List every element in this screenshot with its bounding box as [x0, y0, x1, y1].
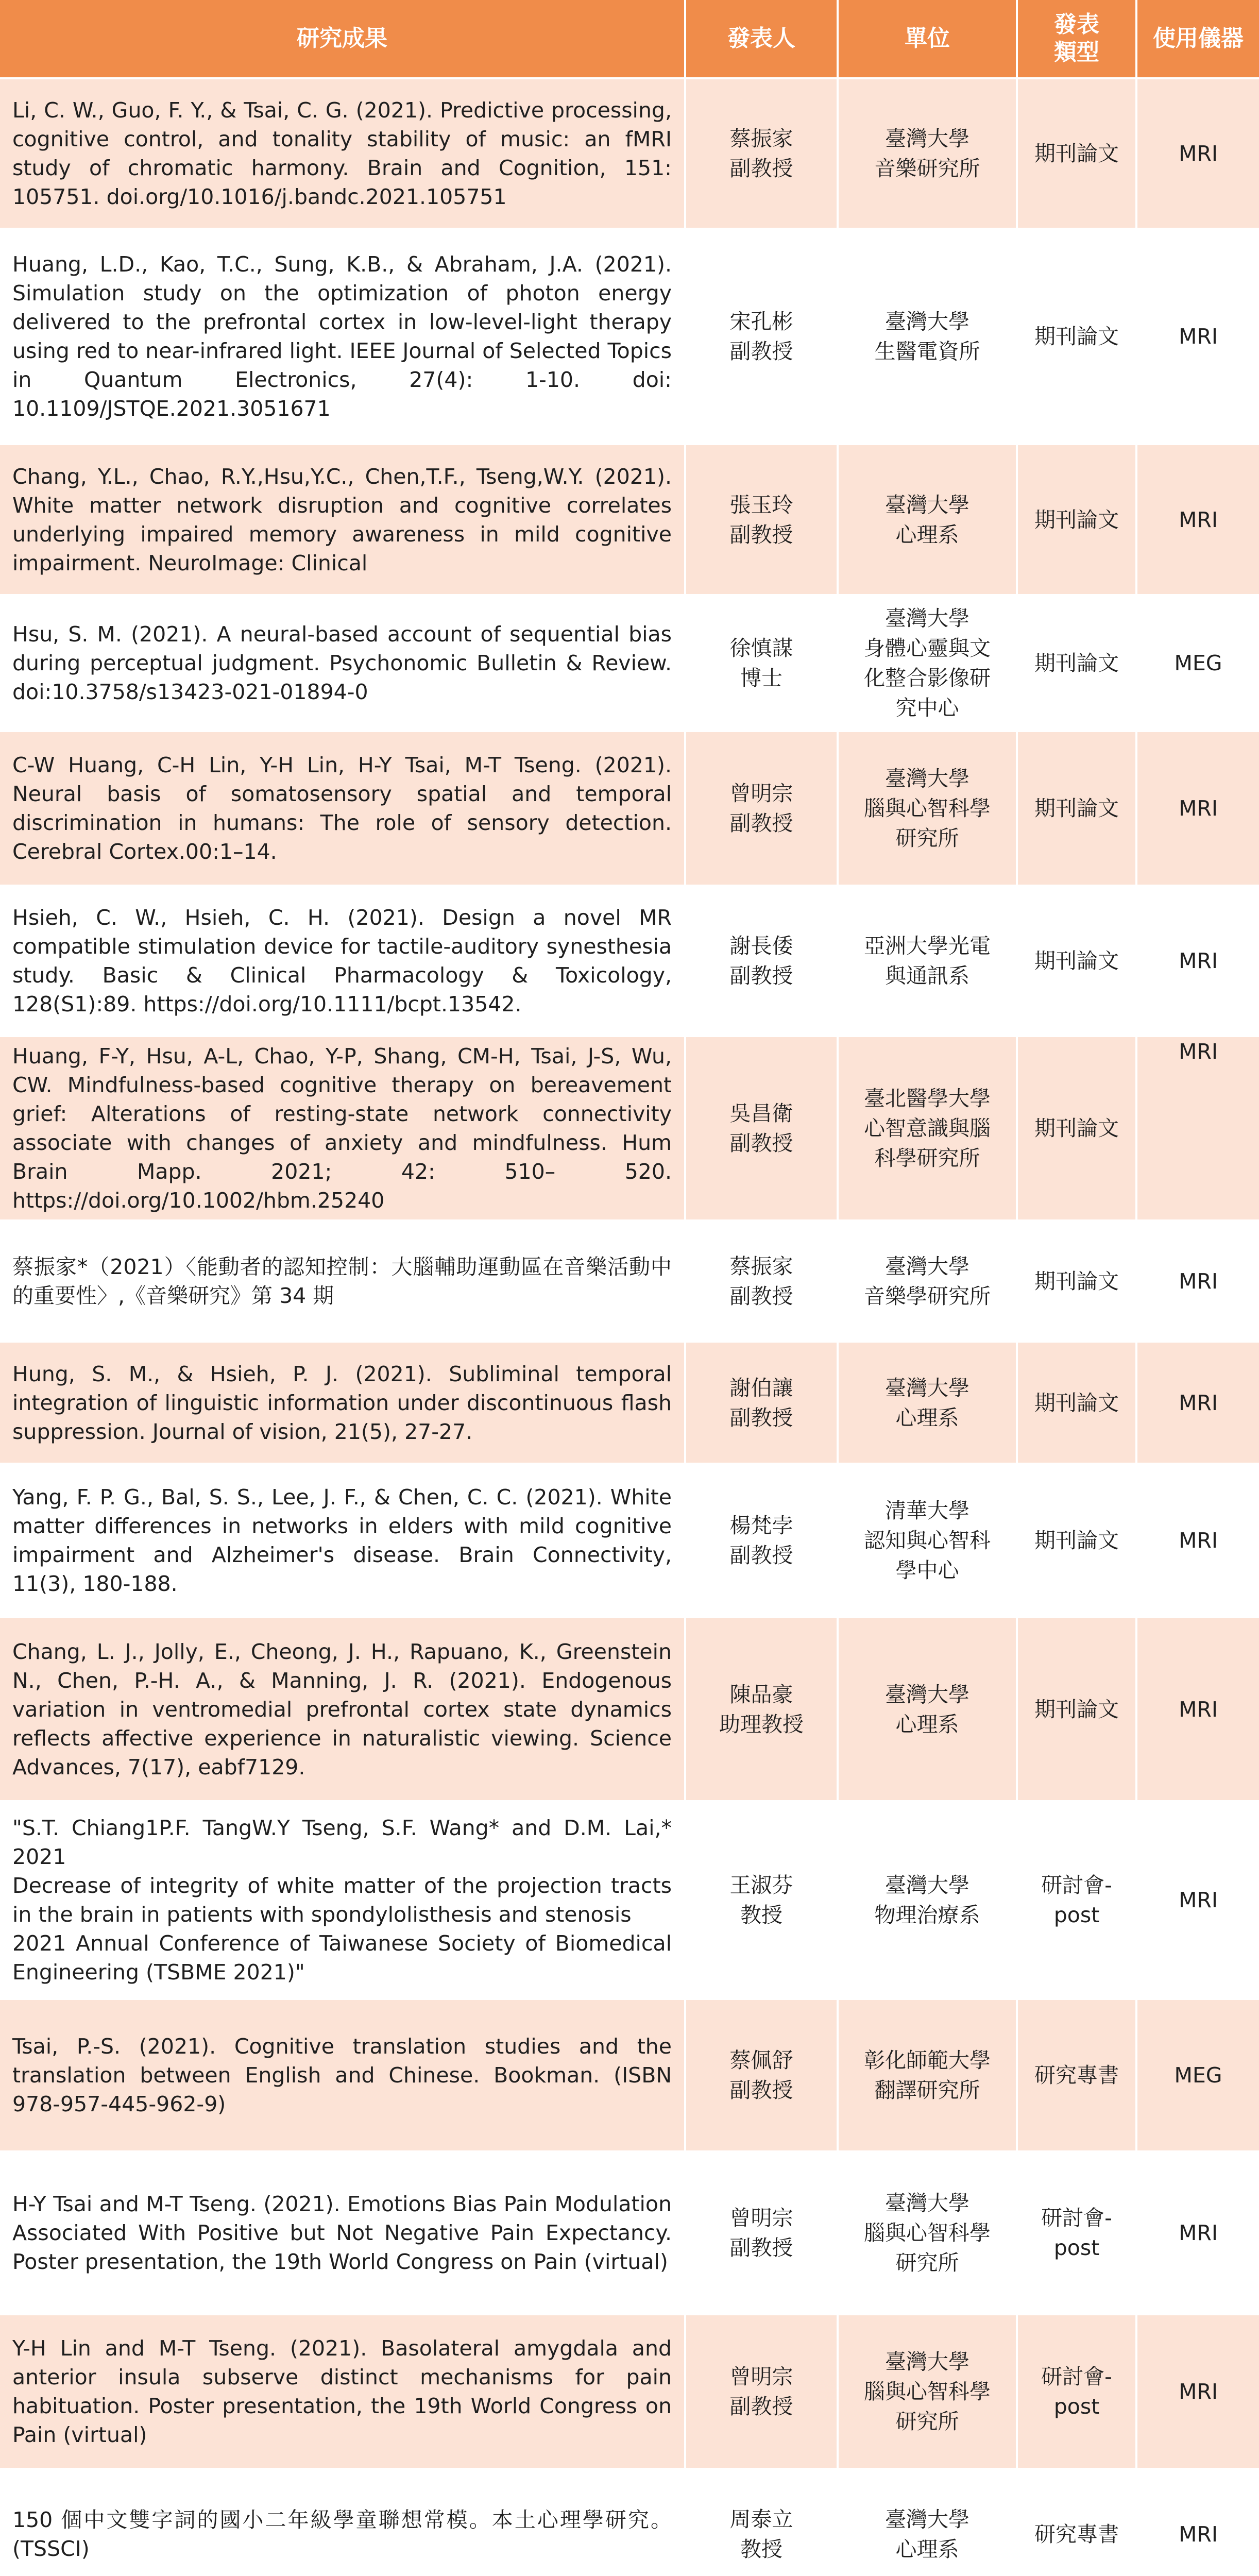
instrument-cell: MRI	[1136, 2469, 1259, 2576]
publication-type-cell: 研究專書	[1017, 1999, 1136, 2151]
presenter-cell: 陳品豪 助理教授	[685, 1617, 838, 1801]
presenter-cell: 蔡振家 副教授	[685, 1221, 838, 1342]
publication-type-cell: 期刊論文	[1017, 1342, 1136, 1464]
presenter-cell: 謝長倭 副教授	[685, 886, 838, 1036]
unit-cell: 臺灣大學 心理系	[838, 1617, 1017, 1801]
instrument-cell: MRI	[1136, 1801, 1259, 1999]
research-citation: 150 個中文雙字詞的國小二年級學童聯想常模。本土心理學研究。(TSSCI)	[0, 2469, 685, 2576]
unit-cell: 亞洲大學光電 與通訊系	[838, 886, 1017, 1036]
unit-cell: 臺灣大學 生醫電資所	[838, 229, 1017, 444]
table-row	[0, 2469, 1259, 2576]
presenter-cell: 蔡佩舒 副教授	[685, 1999, 838, 2151]
research-citation: Yang, F. P. G., Bal, S. S., Lee, J. F., & Chen, C. C. (2021). White matter differences in networks in elders with mild cognitive impairment and Alzheimer's disease. Brain Connectivity, 11(3), 180-188.	[0, 1464, 685, 1617]
research-citation: Hung, S. M., & Hsieh, P. J. (2021). Subliminal temporal integration of linguistic information under discontinuous flash suppression. Journal of vision, 21(5), 27-27.	[0, 1342, 685, 1464]
table-row	[0, 1221, 1259, 1342]
header-unit: 單位	[838, 0, 1017, 78]
presenter-cell: 曾明宗 副教授	[685, 2151, 838, 2314]
table-row	[0, 1036, 1259, 1221]
instrument-cell: MRI	[1136, 444, 1259, 595]
presenter-cell: 周泰立 教授	[685, 2469, 838, 2576]
instrument-cell: MRI	[1136, 1221, 1259, 1342]
header-instrument: 使用儀器	[1136, 0, 1259, 78]
unit-cell: 臺灣大學 腦與心智科學 研究所	[838, 2151, 1017, 2314]
table-row	[0, 1342, 1259, 1464]
publication-type-cell: 期刊論文	[1017, 1464, 1136, 1617]
presenter-cell: 吳昌衛 副教授	[685, 1036, 838, 1221]
header-research: 研究成果	[0, 0, 685, 78]
presenter-cell: 王淑芬 教授	[685, 1801, 838, 1999]
instrument-cell: MEG	[1136, 595, 1259, 731]
publication-type-cell: 期刊論文	[1017, 229, 1136, 444]
table-row	[0, 595, 1259, 731]
research-citation: Chang, Y.L., Chao, R.Y.,Hsu,Y.C., Chen,T.F., Tseng,W.Y. (2021). White matter network disruption and cognitive correlates underlying impaired memory awareness in mild cognitive impairment. NeuroImage: Clinical	[0, 444, 685, 595]
instrument-cell: MRI	[1136, 78, 1259, 229]
presenter-cell: 謝伯讓 副教授	[685, 1342, 838, 1464]
publication-type-cell: 期刊論文	[1017, 886, 1136, 1036]
presenter-cell: 曾明宗 副教授	[685, 731, 838, 886]
research-citation: Huang, F-Y, Hsu, A-L, Chao, Y-P, Shang, CM-H, Tsai, J-S, Wu, CW. Mindfulness-based cognitive therapy on bereavement grief: Alterations of resting-state network connectivity associate with changes of anxiety and mindfulness. Hum Brain Mapp. 2021; 42: 510– 520. https://doi.org/10.1002/hbm.25240	[0, 1036, 685, 1221]
research-citation: C-W Huang, C-H Lin, Y-H Lin, H-Y Tsai, M-T Tseng. (2021). Neural basis of somatosensory spatial and temporal discrimination in humans: The role of sensory detection. Cerebral Cortex.00:1–14.	[0, 731, 685, 886]
unit-cell: 臺灣大學 心理系	[838, 1342, 1017, 1464]
research-citation: Hsieh, C. W., Hsieh, C. H. (2021). Design a novel MR compatible stimulation device for tactile-auditory synesthesia study. Basic & Clinical Pharmacology & Toxicology, 128(S1):89. https://doi.org/10.1111/bcpt.13542.	[0, 886, 685, 1036]
unit-cell: 臺北醫學大學 心智意識與腦 科學研究所	[838, 1036, 1017, 1221]
table-row	[0, 886, 1259, 1036]
table-row	[0, 1999, 1259, 2151]
instrument-cell: MRI	[1136, 1464, 1259, 1617]
publication-type-cell: 期刊論文	[1017, 1221, 1136, 1342]
table-row	[0, 2151, 1259, 2314]
instrument-cell: MEG	[1136, 1999, 1259, 2151]
header-presenter: 發表人	[685, 0, 838, 78]
research-citation: Hsu, S. M. (2021). A neural-based account of sequential bias during perceptual judgment. Psychonomic Bulletin & Review. doi:10.3758/s13423-021-01894-0	[0, 595, 685, 731]
publication-type-cell: 期刊論文	[1017, 78, 1136, 229]
unit-cell: 臺灣大學 腦與心智科學 研究所	[838, 731, 1017, 886]
research-citation: Li, C. W., Guo, F. Y., & Tsai, C. G. (2021). Predictive processing, cognitive control, and tonality stability of music: an fMRI study of chromatic harmony. Brain and Cognition, 151: 105751. doi.org/10.1016/j.bandc.2021.105751	[0, 78, 685, 229]
unit-cell: 臺灣大學 心理系	[838, 2469, 1017, 2576]
publication-type-cell: 研究專書	[1017, 2469, 1136, 2576]
unit-cell: 臺灣大學 物理治療系	[838, 1801, 1017, 1999]
research-citation: Chang, L. J., Jolly, E., Cheong, J. H., Rapuano, K., Greenstein N., Chen, P.-H. A., & Manning, J. R. (2021). Endogenous variation in ventromedial prefrontal cortex state dynamics reflects affective experience in naturalistic viewing. Science Advances, 7(17), eabf7129.	[0, 1617, 685, 1801]
instrument-cell: MRI	[1136, 886, 1259, 1036]
publication-type-cell: 期刊論文	[1017, 1617, 1136, 1801]
instrument-cell: MRI	[1136, 1342, 1259, 1464]
instrument-cell: MRI	[1136, 2314, 1259, 2469]
presenter-cell: 曾明宗 副教授	[685, 2314, 838, 2469]
research-citation: "S.T. Chiang1P.F. TangW.Y Tseng, S.F. Wang* and D.M. Lai,* 2021 Decrease of integrity of white matter of the projection tracts in the brain in patients with spondylolisthesis and stenosis 2021 Annual Conference of Taiwanese Society of Biomedical Engineering (TSBME 2021)"	[0, 1801, 685, 1999]
publication-type-cell: 研討會- post	[1017, 2151, 1136, 2314]
table-row	[0, 229, 1259, 444]
unit-cell: 清華大學 認知與心智科 學中心	[838, 1464, 1017, 1617]
publication-type-cell: 期刊論文	[1017, 731, 1136, 886]
table-row	[0, 2314, 1259, 2469]
research-citation: H-Y Tsai and M-T Tseng. (2021). Emotions Bias Pain Modulation Associated With Positive but Not Negative Pain Expectancy. Poster presentation, the 19th World Congress on Pain (virtual)	[0, 2151, 685, 2314]
instrument-cell: MRI	[1136, 1617, 1259, 1801]
presenter-cell: 宋孔彬 副教授	[685, 229, 838, 444]
presenter-cell: 徐慎謀 博士	[685, 595, 838, 731]
table-row	[0, 1617, 1259, 1801]
table-row	[0, 731, 1259, 886]
research-citation: Tsai, P.-S. (2021). Cognitive translation studies and the translation between English and Chinese. Bookman. (ISBN 978-957-445-962-9)	[0, 1999, 685, 2151]
research-citation: Huang, L.D., Kao, T.C., Sung, K.B., & Abraham, J.A. (2021). Simulation study on the optimization of photon energy delivered to the prefrontal cortex in low-level-light therapy using red to near-infrared light. IEEE Journal of Selected Topics in Quantum Electronics, 27(4): 1-10. doi: 10.1109/JSTQE.2021.3051671	[0, 229, 685, 444]
unit-cell: 臺灣大學 音樂研究所	[838, 78, 1017, 229]
unit-cell: 臺灣大學 腦與心智科學 研究所	[838, 2314, 1017, 2469]
unit-cell: 臺灣大學 身體心靈與文 化整合影像研 究中心	[838, 595, 1017, 731]
unit-cell: 臺灣大學 音樂學研究所	[838, 1221, 1017, 1342]
instrument-cell: MRI	[1136, 229, 1259, 444]
instrument-cell: MRI	[1136, 2151, 1259, 2314]
presenter-cell: 張玉玲 副教授	[685, 444, 838, 595]
unit-cell: 臺灣大學 心理系	[838, 444, 1017, 595]
presenter-cell: 蔡振家 副教授	[685, 78, 838, 229]
publication-type-cell: 期刊論文	[1017, 595, 1136, 731]
table-row	[0, 1801, 1259, 1999]
research-citation: Y-H Lin and M-T Tseng. (2021). Basolateral amygdala and anterior insula subserve distinct mechanisms for pain habituation. Poster presentation, the 19th World Congress on Pain (virtual)	[0, 2314, 685, 2469]
publication-type-cell: 研討會- post	[1017, 2314, 1136, 2469]
research-citation: 蔡振家*（2021）〈能動者的認知控制：大腦輔助運動區在音樂活動中的重要性〉,《音樂研究》第 34 期	[0, 1221, 685, 1342]
table-row	[0, 444, 1259, 595]
instrument-cell: MRI	[1136, 1036, 1259, 1221]
table-row	[0, 78, 1259, 229]
table-header-row	[0, 0, 1259, 78]
instrument-cell: MRI	[1136, 731, 1259, 886]
header-type: 發表 類型	[1017, 0, 1136, 78]
publication-type-cell: 研討會- post	[1017, 1801, 1136, 1999]
publication-type-cell: 期刊論文	[1017, 444, 1136, 595]
unit-cell: 彰化師範大學 翻譯研究所	[838, 1999, 1017, 2151]
presenter-cell: 楊梵孛 副教授	[685, 1464, 838, 1617]
publication-type-cell: 期刊論文	[1017, 1036, 1136, 1221]
table-row	[0, 1464, 1259, 1617]
